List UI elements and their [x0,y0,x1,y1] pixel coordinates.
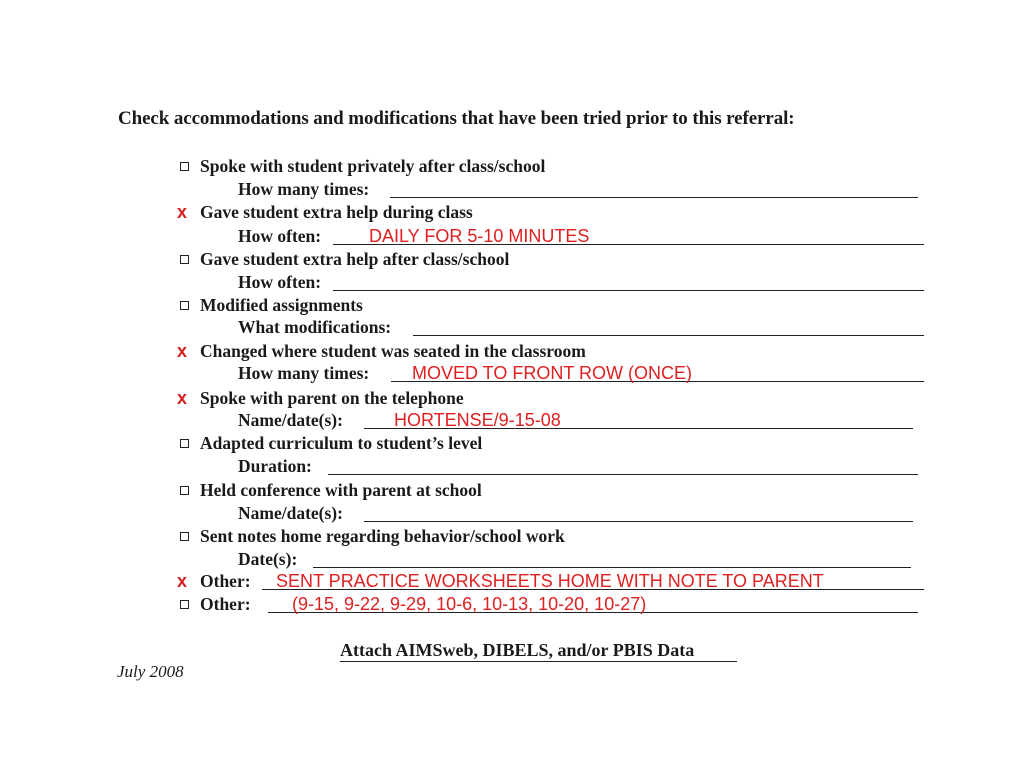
other-label: Other: [200,571,251,591]
detail-label: Duration: [238,456,312,476]
item-detail-line [0,225,1024,247]
answer-line[interactable] [313,567,911,568]
item-label: Gave student extra help after class/school [200,249,510,269]
item-label: Held conference with parent at school [200,480,482,500]
attach-underline [340,661,737,662]
item-detail-line [0,178,1024,200]
checklist-item [0,432,1024,454]
detail-label: How often: [238,226,322,246]
item-detail-line [0,316,1024,338]
handwritten-answer: SENT PRACTICE WORKSHEETS HOME WITH NOTE TO PARENT [276,571,824,591]
checklist-item [0,155,1024,177]
item-detail-line [0,455,1024,477]
checkbox[interactable] [180,486,189,495]
checkbox[interactable] [180,600,189,609]
checklist-item [0,201,1024,223]
handwritten-answer: DAILY FOR 5-10 MINUTES [369,226,590,246]
checklist-item [0,248,1024,270]
checklist-item [0,525,1024,547]
answer-line[interactable] [390,197,918,198]
answer-line[interactable] [333,290,924,291]
footer-date: July 2008 [117,662,184,681]
check-mark[interactable]: x [177,388,188,408]
item-label: Spoke with student privately after class/school [200,156,546,176]
detail-label: How many times: [238,363,370,383]
detail-label: Name/date(s): [238,503,343,523]
other-item [0,570,1024,592]
item-label: Changed where student was seated in the classroom [200,341,586,361]
checkbox[interactable] [180,439,189,448]
detail-label: How often: [238,272,322,292]
detail-label: Name/date(s): [238,410,343,430]
handwritten-answer: HORTENSE/9-15-08 [394,410,561,430]
item-label: Modified assignments [200,295,363,315]
item-detail-line [0,409,1024,431]
other-label: Other: [200,594,251,614]
checkbox[interactable] [180,301,189,310]
item-label: Adapted curriculum to student’s level [200,433,483,453]
item-detail-line [0,362,1024,384]
check-mark[interactable]: x [177,571,188,591]
detail-label: How many times: [238,179,370,199]
handwritten-answer: MOVED TO FRONT ROW (ONCE) [412,363,693,383]
answer-line[interactable] [328,474,918,475]
checkbox[interactable] [180,162,189,171]
checklist-item [0,479,1024,501]
check-mark[interactable]: x [177,202,188,222]
check-mark[interactable]: x [177,341,188,361]
form-heading: Check accommodations and modifications that have been tried prior to this referral: [118,108,795,129]
handwritten-answer: (9-15, 9-22, 9-29, 10-6, 10-13, 10-20, 10-27) [292,594,647,614]
answer-line[interactable] [413,335,924,336]
item-label: Gave student extra help during class [200,202,473,222]
checklist-item [0,294,1024,316]
checkbox[interactable] [180,255,189,264]
detail-label: What modifications: [238,317,392,337]
attach-data-note: Attach AIMSweb, DIBELS, and/or PBIS Data [340,640,695,660]
checklist-item [0,387,1024,409]
item-detail-line [0,548,1024,570]
checklist-item [0,340,1024,362]
item-detail-line [0,502,1024,524]
checkbox[interactable] [180,532,189,541]
item-label: Spoke with parent on the telephone [200,388,464,408]
detail-label: Date(s): [238,549,298,569]
other-item [0,593,1024,615]
item-label: Sent notes home regarding behavior/school work [200,526,565,546]
item-detail-line [0,271,1024,293]
answer-line[interactable] [364,521,913,522]
